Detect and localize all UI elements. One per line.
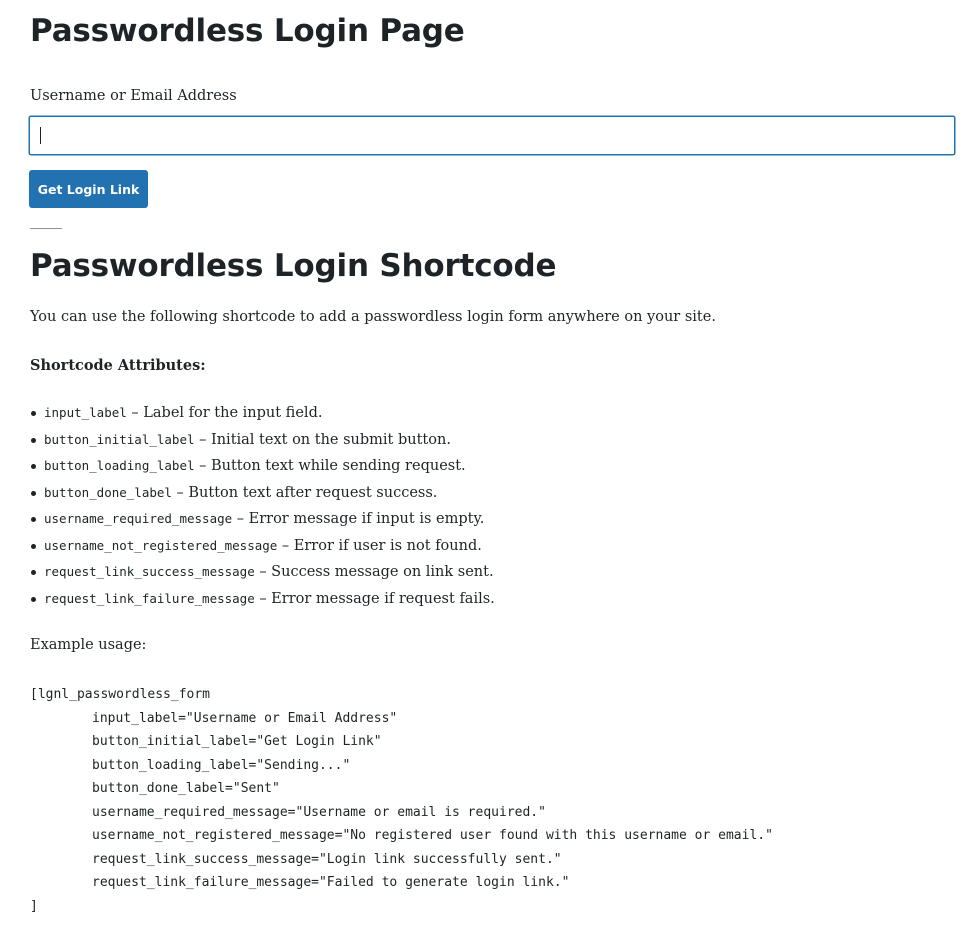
code-line: button_done_label="Sent" bbox=[92, 781, 280, 796]
attribute-name: button_initial_label bbox=[44, 431, 195, 447]
example-label: Example usage: bbox=[30, 637, 147, 653]
get-login-link-button[interactable]: Get Login Link bbox=[29, 170, 148, 208]
attributes-heading: Shortcode Attributes: bbox=[30, 357, 206, 374]
list-item bbox=[44, 506, 495, 533]
attribute-name: request_link_success_message bbox=[44, 564, 255, 579]
code-line: input_label="Username or Email Address" bbox=[92, 710, 398, 726]
attribute-description: – Error message if request fails. bbox=[254, 590, 495, 607]
text-caret bbox=[40, 127, 41, 144]
code-line: ] bbox=[30, 898, 38, 914]
attribute-name: button_done_label bbox=[44, 484, 172, 500]
attribute-name: button_loading_label bbox=[44, 458, 195, 473]
attribute-description: – Error message if input is empty. bbox=[232, 511, 485, 527]
list-item bbox=[44, 480, 495, 507]
example-code-block bbox=[30, 683, 773, 918]
code-line: button_loading_label="Sending..." bbox=[92, 757, 351, 773]
separator bbox=[30, 228, 62, 229]
attribute-description: – Button text after request success. bbox=[171, 484, 438, 501]
list-item bbox=[44, 400, 495, 427]
username-input[interactable] bbox=[29, 116, 955, 155]
attribute-description: – Error if user is not found. bbox=[277, 537, 482, 554]
list-item bbox=[44, 427, 495, 454]
page-title: Passwordless Login Page bbox=[30, 13, 465, 49]
code-line: username_required_message="Username or email is required." bbox=[92, 804, 546, 820]
shortcode-intro: You can use the following shortcode to add a passwordless login form anywhere on your site. bbox=[30, 309, 716, 325]
attribute-description: – Label for the input field. bbox=[126, 405, 323, 421]
code-line: button_initial_label="Get Login Link" bbox=[92, 734, 382, 749]
shortcode-title: Passwordless Login Shortcode bbox=[30, 248, 557, 284]
code-line: request_link_failure_message="Failed to generate login link." bbox=[92, 875, 570, 890]
attribute-description: – Button text while sending request. bbox=[194, 458, 466, 474]
attributes-list bbox=[30, 400, 495, 612]
attribute-name: username_not_registered_message bbox=[44, 537, 278, 553]
attribute-description: – Success message on link sent. bbox=[254, 564, 494, 580]
list-item bbox=[44, 559, 495, 586]
attribute-name: request_link_failure_message bbox=[44, 590, 255, 606]
code-line: request_link_success_message="Login link successfully sent." bbox=[92, 851, 562, 867]
attribute-name: input_label bbox=[44, 405, 127, 420]
list-item bbox=[44, 586, 495, 613]
attribute-name: username_required_message bbox=[44, 511, 233, 526]
attribute-description: – Initial text on the submit button. bbox=[194, 431, 451, 448]
username-label: Username or Email Address bbox=[30, 88, 237, 104]
list-item bbox=[44, 533, 495, 560]
list-item bbox=[44, 453, 495, 480]
code-line: [lgnl_passwordless_form bbox=[30, 687, 211, 702]
code-line: username_not_registered_message="No registered user found with this username or email." bbox=[92, 828, 773, 843]
